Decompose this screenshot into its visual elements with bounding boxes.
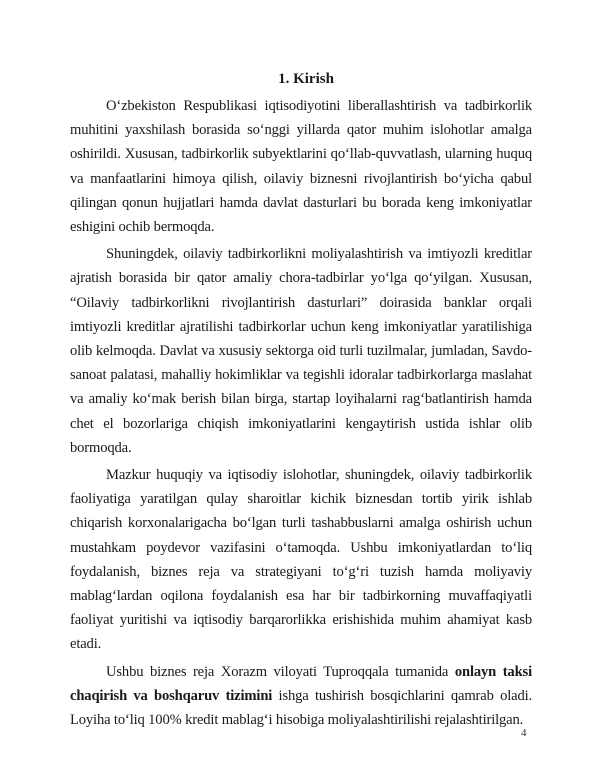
paragraph-4 [70, 660, 532, 733]
paragraph-3: Mazkur huquqiy va iqtisodiy islohotlar, shuningdek, oilaviy tadbirkorlik faoliyatiga yaratilgan qulay sharoitlar kichik biznesdan tortib yirik ishlab chiqarish korxonalarigacha bo‘lgan turli tashabbuslarni amalga oshirish uchun mustahkam poydevor vazifasini o‘tamoqda. Ushbu imkoniyatlardan to‘liq foydalanish, biznes reja va strategiyani to‘g‘ri tuzish hamda moliyaviy mablag‘lardan oqilona foydalanish esa har bir tadbirkorning muvaffaqiyatli faoliyat yuritishi va iqtisodiy barqarorlikka erishishida muhim ahamiyat kasb etadi. [70, 467, 532, 653]
paragraph-4-text-start: Ushbu biznes reja Xorazm viloyati Tuproqqala tumanida [106, 663, 455, 680]
paragraph-1: O‘zbekiston Respublikasi iqtisodiyotini liberallashtirish va tadbirkorlik muhitini yaxshilash borasida so‘nggi yillarda qator muhim islohotlar amalga oshirildi. Xususan, tadbirkorlik subyektlarini qo‘llab-quvvatlash, ularning huquq va manfaatlarini himoya qilish, oilaviy biznesni rivojlantirish bo‘yicha qabul qilingan qonun hujjatlari hamda davlat dasturlari bu borada keng imkoniyatlar eshigini ochib bermoqda. [70, 98, 532, 236]
paragraph-4-text-end: ishga tushirish bosqichlarini qamrab oladi. Loyiha to‘liq 100% kredit mablag‘i hisobiga moliyalashtirilishi rejalashtirilgan. [70, 687, 532, 729]
section-title: 1. Kirish [278, 71, 334, 87]
paragraph-4-bold-phrase: onlayn taksi chaqirish va boshqaruv tizimini [70, 663, 532, 704]
page-number: 4 [521, 727, 527, 739]
paragraph-2: Shuningdek, oilaviy tadbirkorlikni moliyalashtirish va imtiyozli kreditlar ajratish borasida bir qator amaliy chora-tadbirlar yo‘lga qo‘yilgan. Xususan, “Oilaviy tadbirkorlikni rivojlantirish dasturlari” doirasida banklar orqali imtiyozli kreditlar ajratilishi tadbirkorlar uchun keng imkoniyatlar yaratilishiga olib kelmoqda. Davlat va xususiy sektorga oid turli tuzilmalar, jumladan, Savdo-sanoat palatasi, mahalliy hokimliklar va tegishli idoralar tadbirkorlarga maslahat va amaliy ko‘mak berish bilan birga, startap loyihalarni rag‘batlantirish hamda chet el bozorlariga chiqish imkoniyatlarini kengaytirish ustida ishlar olib bormoqda. [70, 246, 532, 456]
document-page [70, 68, 532, 735]
